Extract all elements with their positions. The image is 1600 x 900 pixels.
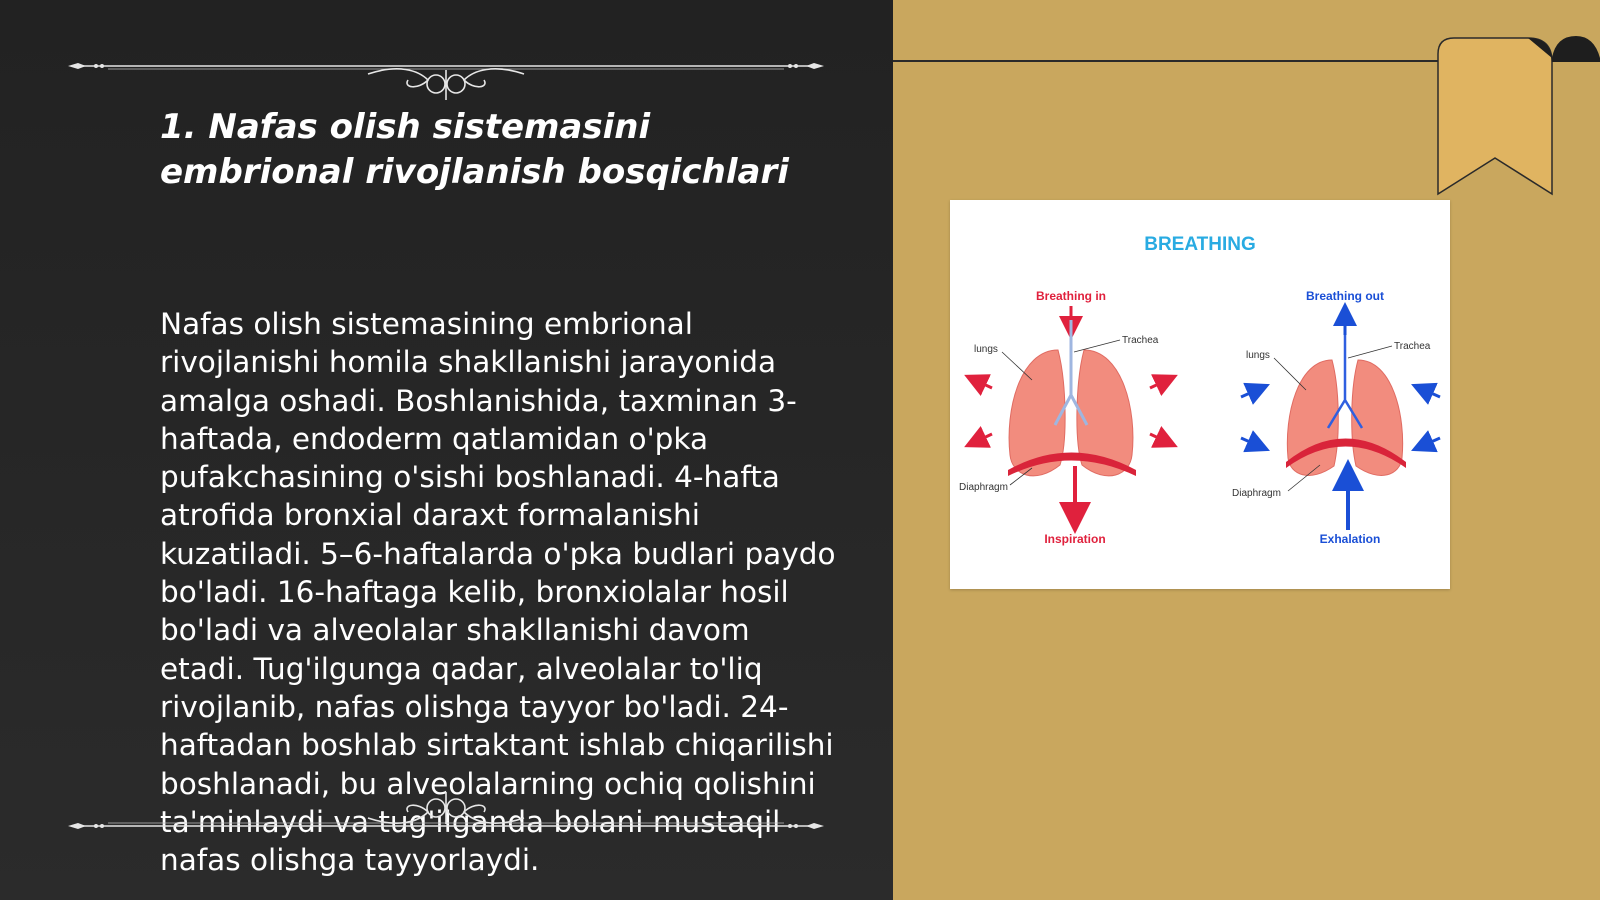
label-lungs-left: lungs bbox=[974, 344, 998, 355]
breathing-diagram-image bbox=[950, 200, 1450, 589]
breathing-in-diagram bbox=[959, 289, 1167, 546]
bookmark-ribbon-icon bbox=[1432, 34, 1600, 200]
breathing-in-header: Breathing in bbox=[1035, 289, 1107, 303]
label-trachea-right: Trachea bbox=[1394, 341, 1431, 352]
breathing-out-header: Breathing out bbox=[1306, 289, 1384, 303]
figure-title: BREATHING bbox=[1144, 234, 1256, 255]
exhalation-label: Exhalation bbox=[1319, 532, 1381, 546]
decorative-divider-top bbox=[68, 40, 824, 100]
label-lungs-right: lungs bbox=[1246, 350, 1270, 361]
slide-body-text: Nafas olish sistemasining embrional rivojlanishi homila shakllanishi jarayonida amalga oshadi. Boshlanishida, taxminan 3-haftada, endoderm qatlamidan o'pka pufakchasining o'sishi boshlanadi. 4-hafta atrofida bronxial daraxt formalanishi kuzatiladi. 5–6-haftalarda o'pka budlari paydo bo'ladi. 16-haftaga kelib, bronxiolalar hosil bo'ladi va alveolalar shakllanishi davom etadi. Tug'ilgunga qadar, alveolalar to'liq rivojlanib, nafas olishga tayyor bo'ladi. 24-haftadan boshlab sirtaktant ishlab chiqarilishi boshlanadi, bu alveolalarning ochiq qolishini ta'minlaydi va tug'ilganda bolani mustaqil nafas olishga tayyorlaydi. bbox=[160, 307, 836, 878]
label-diaphragm-left: Diaphragm bbox=[959, 482, 1008, 493]
label-trachea-left: Trachea bbox=[1122, 335, 1159, 346]
decorative-divider-bottom bbox=[68, 784, 824, 844]
label-diaphragm-right: Diaphragm bbox=[1232, 488, 1281, 499]
inspiration-label: Inspiration bbox=[1044, 532, 1106, 546]
slide-title: 1. Nafas olish sistemasini embrional rivojlanish bosqichlari bbox=[160, 107, 789, 192]
breathing-out-diagram bbox=[1232, 289, 1440, 546]
